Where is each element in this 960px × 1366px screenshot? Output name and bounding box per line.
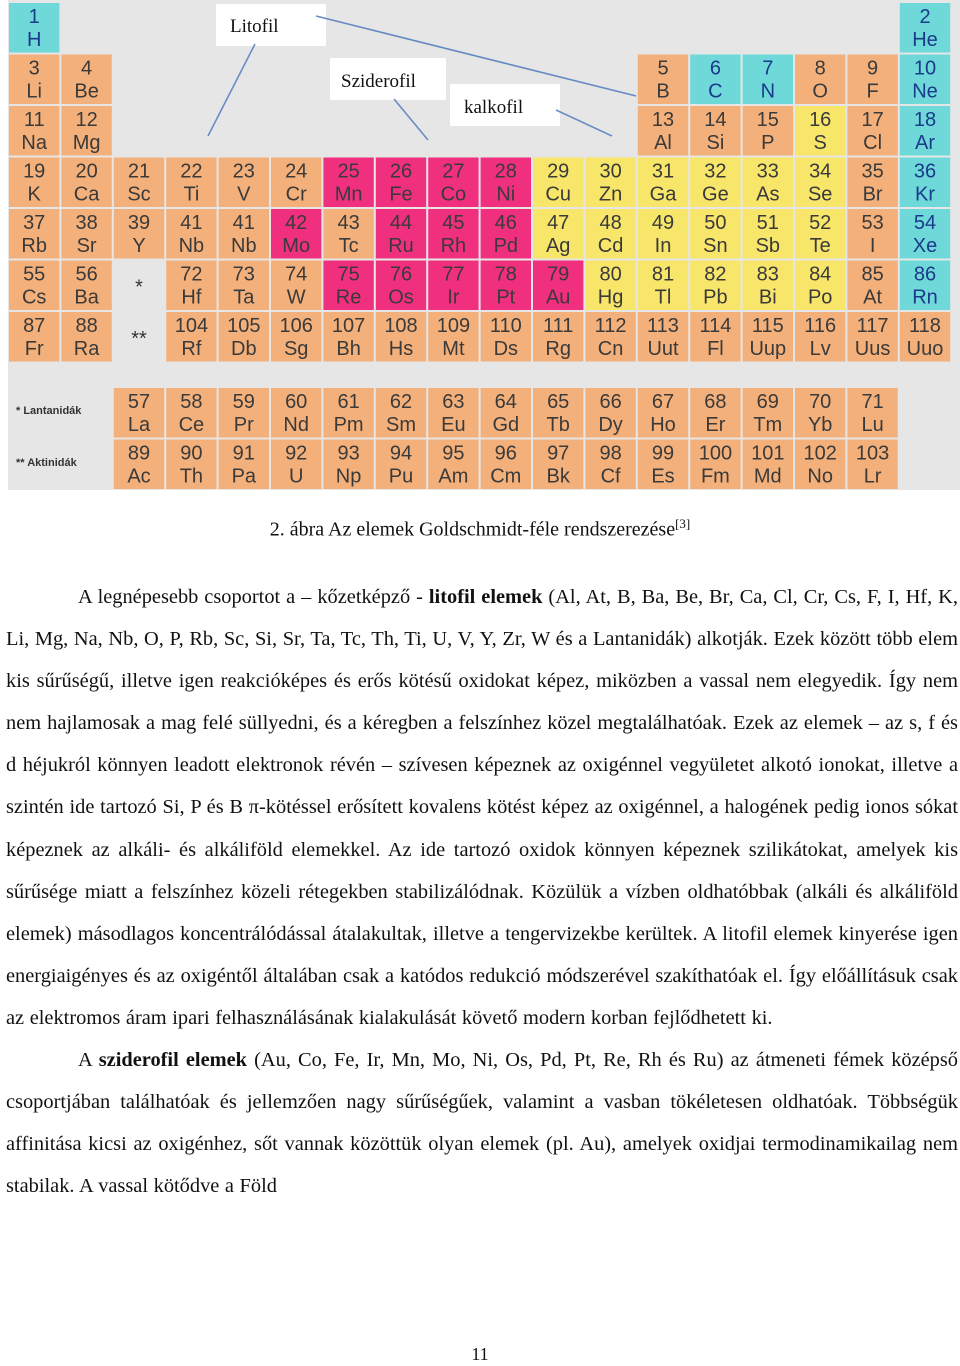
element-symbol: Na (21, 132, 47, 154)
element-symbol: Bk (546, 465, 570, 488)
element-number: 37 (23, 212, 46, 234)
element-number: 107 (331, 315, 366, 337)
element-number: 98 (599, 442, 622, 465)
element-number: 104 (174, 315, 209, 337)
element-number: 99 (651, 442, 675, 465)
element-symbol: Ti (183, 183, 200, 206)
element-symbol: Ce (178, 414, 205, 436)
element-number: 87 (23, 315, 46, 337)
element-number: 12 (75, 109, 98, 131)
element-number: 46 (494, 212, 517, 234)
element-number: 18 (913, 109, 937, 131)
element-symbol: Se (807, 183, 833, 206)
element-number: 51 (756, 212, 779, 234)
element-symbol: Pt (496, 286, 516, 309)
element-symbol: Yb (807, 414, 833, 436)
element-symbol: As (756, 183, 780, 206)
element-number: 86 (913, 263, 937, 286)
element-number: 10 (913, 57, 937, 80)
element-symbol: Au (545, 286, 571, 309)
element-number: 28 (494, 160, 517, 183)
element-symbol: Be (74, 80, 99, 103)
element-number: 19 (23, 160, 46, 183)
element-symbol: K (27, 183, 41, 206)
paragraph-sziderofil: A sziderofil elemek (Au, Co, Fe, Ir, Mn, Mo, Ni, Os, Pd, Pt, Re, Rh és Ru) az átmeneti fémek középső csoportjában találhatóak és jellemzően nagy sűrűségűek, valamint a vasban tökéletesen oldhatóak. Többségük affinitása kicsi az oxigénhez, sőt vannak közöttük olyan elemek (pl. Au), amelyek oxidjai termodinamikailag nem stabilak. A vassal kötődve a Föld (6, 1049, 959, 1198)
element-number: 17 (861, 109, 884, 131)
element-symbol: Bh (336, 338, 361, 360)
element-number: 15 (756, 109, 779, 131)
element-symbol: Cd (597, 235, 624, 257)
element-number: 49 (651, 212, 675, 234)
element-number: 41 (232, 212, 255, 234)
element-number: 65 (547, 391, 570, 413)
element-symbol: Ta (233, 286, 255, 309)
element-number: 52 (809, 212, 832, 234)
element-number: 38 (75, 212, 98, 234)
element-number: 21 (127, 160, 151, 183)
element-symbol: V (237, 183, 251, 206)
element-symbol: Hs (388, 338, 414, 360)
element-symbol: Sr (76, 235, 97, 257)
element-number: 80 (599, 263, 622, 286)
element-number: 111 (542, 315, 574, 337)
element-number: 69 (756, 391, 779, 413)
element-symbol: Pm (333, 414, 364, 436)
element-symbol: Xe (912, 235, 938, 257)
element-symbol: Mn (334, 183, 363, 206)
element-symbol: La (127, 414, 151, 436)
element-symbol: Ho (650, 414, 676, 436)
element-symbol: O (812, 80, 828, 103)
element-number: 106 (279, 315, 313, 337)
element-symbol: Es (651, 465, 675, 488)
element-number: 63 (442, 391, 465, 413)
element-number: 32 (704, 160, 727, 183)
element-number: 72 (180, 263, 203, 286)
element-symbol: Kr (915, 183, 935, 206)
element-symbol: Ge (702, 183, 729, 206)
element-symbol: Tl (654, 286, 672, 309)
element-number: 79 (547, 263, 570, 286)
element-symbol: Sn (703, 235, 728, 257)
element-number: 67 (651, 391, 675, 413)
element-symbol: Ca (73, 183, 100, 206)
element-number: 117 (856, 315, 889, 337)
page-number: 11 (471, 1344, 489, 1364)
element-symbol: Uuo (906, 338, 944, 360)
element-symbol: Mt (442, 338, 465, 360)
element-number: 47 (547, 212, 570, 234)
element-symbol: Fl (707, 338, 724, 360)
element-number: 22 (180, 160, 203, 183)
element-number: 85 (861, 263, 884, 286)
element-symbol: Rn (912, 286, 938, 309)
element-number: 55 (23, 263, 46, 286)
element-symbol: S (813, 132, 827, 154)
element-symbol: Cm (490, 465, 522, 488)
element-symbol: Er (705, 414, 726, 436)
element-number: 8 (814, 57, 826, 80)
element-number: 75 (337, 263, 360, 286)
element-number: 102 (803, 442, 837, 465)
element-number: 5 (657, 57, 669, 80)
body-text (6, 576, 958, 1207)
element-symbol: Ni (496, 183, 516, 206)
element-number: 44 (389, 212, 413, 234)
element-symbol: Lu (861, 414, 884, 436)
element-number: 90 (180, 442, 203, 465)
element-symbol: Sg (283, 338, 309, 360)
element-symbol: Ac (127, 465, 151, 488)
element-number: 41 (180, 212, 203, 234)
element-number: 20 (75, 160, 98, 183)
element-number: 66 (599, 391, 622, 413)
element-number: 43 (337, 212, 360, 234)
element-number: 58 (180, 391, 203, 413)
element-symbol: Nb (231, 235, 257, 257)
element-symbol: Sb (755, 235, 781, 257)
element-number: 83 (756, 263, 779, 286)
element-symbol: Fm (700, 465, 730, 488)
element-symbol: Ir (447, 286, 460, 309)
element-symbol: Fr (24, 338, 44, 360)
element-symbol: Db (231, 338, 257, 360)
element-number: 109 (436, 315, 471, 337)
element-symbol: F (866, 80, 879, 103)
element-symbol: Re (335, 286, 362, 309)
element-number: 2 (919, 6, 931, 28)
element-symbol: Os (388, 286, 414, 309)
element-symbol: Lv (809, 338, 831, 360)
element-number: 103 (855, 442, 890, 465)
element-symbol: Pa (231, 465, 257, 488)
element-symbol: Bi (758, 286, 777, 309)
element-number: 100 (698, 442, 733, 465)
element-symbol: Dy (598, 414, 623, 436)
legend-lanthanides: * Lantanidák (16, 405, 82, 417)
element-number: 78 (494, 263, 517, 286)
element-number: 11 (23, 109, 45, 131)
element-number: 91 (232, 442, 255, 465)
element-symbol: Uup (749, 338, 787, 360)
element-number: 48 (599, 212, 622, 234)
element-number: 108 (384, 315, 418, 337)
element-number: 115 (751, 315, 784, 337)
element-symbol: No (807, 465, 833, 488)
element-number: 82 (704, 263, 727, 286)
element-symbol: Br (862, 183, 883, 206)
element-symbol: Cr (285, 183, 307, 206)
figure-caption (0, 510, 960, 544)
element-number: 71 (861, 391, 884, 413)
paragraph-litofil: A legnépesebb csoportot a – kőzetképző - litofil elemek (Al, At, B, Ba, Be, Br, Ca, Cl, Cr, Cs, F, I, Hf, K, Li, Mg, Na, Nb, O, P, Rb, Sc, Si, Sr, Ta, Tc, Th, Ti, U, V, Y, Zr, W és a Lantanidák) alkotják. Ezek között több elem kis sűrűségű, illetve igen reakcióképes és erős kötésű oxidokat képez, miközben a vassal nem elegyedik. Így nem nem hajlamosak a mag felé süllyedni, és a kéregben a felszínhez közel megtalálhatóak. Ezek az elemek – az s, f és d héjukról könnyen leadott elektronok révén – szívesen képeznek az oxigénnel vegyületet alkotó ionokat, illetve a szintén ide tartozó Si, P és B π-kötéssel erősített kovalens kötést képez az oxigénnel, a halogének pedig ionos sókat képeznek az alkáli- és alkáliföld elemekkel. Az ide tartozó oxidok könnyen képeznek szilikátokat, amelyek kis sűrűsége miatt a felszínhez közeli rétegekben stabilizálódnak. Közülük a vízben oldhatóbbak (alkáli és alkáliföld elemek) másodlagos koncentrálódással átalakultak, illetve a tengervizekbe kerültek. A litofil elemek kinyerése igen energiaigényes és az oxigéntől általában csak a katódos redukció módszerével szakíthatóak el. Így előállításuk csak az elektromos áram ipari felhasználásának kialakulását követő modern korban fejlődhetett ki. (6, 586, 958, 1029)
element-symbol: Li (26, 80, 42, 103)
element-symbol: Ar (915, 132, 935, 154)
element-symbol: He (912, 29, 938, 51)
element-number: 31 (651, 160, 675, 183)
element-number: 23 (232, 160, 255, 183)
element-symbol: H (26, 29, 42, 51)
element-number: 97 (547, 442, 570, 465)
element-symbol: Am (438, 465, 469, 488)
element-symbol: Eu (441, 414, 466, 436)
element-symbol: Ba (74, 286, 99, 309)
element-number: 33 (756, 160, 779, 183)
element-symbol: P (761, 132, 775, 154)
element-number: 70 (809, 391, 832, 413)
element-symbol: Ga (649, 183, 677, 206)
element-symbol: Nd (283, 414, 309, 436)
element-number: 74 (285, 263, 308, 286)
element-symbol: B (656, 80, 670, 103)
element-number: 50 (704, 212, 727, 234)
element-symbol: Cs (21, 286, 47, 309)
element-number: 56 (75, 263, 98, 286)
element-number: 62 (389, 391, 413, 413)
element-symbol: Mg (72, 132, 101, 154)
term-sziderofil: sziderofil elemek (98, 1049, 248, 1072)
callout-sziderofil: Sziderofil (341, 71, 416, 92)
element-symbol: Ra (73, 338, 100, 360)
element-symbol: Gd (492, 414, 520, 436)
element-number: 114 (699, 315, 732, 337)
element-symbol: Rh (440, 235, 467, 257)
element-symbol: U (288, 465, 304, 488)
callout-litofil: Litofil (230, 16, 279, 37)
element-number: 42 (285, 212, 308, 234)
element-number: 92 (285, 442, 308, 465)
element-symbol: Mo (282, 235, 311, 257)
element-symbol: Sc (127, 183, 151, 206)
element-number: 93 (337, 442, 360, 465)
element-number: 29 (547, 160, 570, 183)
element-number: 39 (127, 212, 151, 234)
element-number: 36 (913, 160, 937, 183)
element-number: 6 (709, 57, 721, 80)
element-number: 105 (227, 315, 261, 337)
element-number: 54 (913, 212, 937, 234)
element-number: 14 (704, 109, 727, 131)
element-symbol: Co (440, 183, 467, 206)
element-symbol: Pb (703, 286, 728, 309)
element-symbol: Si (706, 132, 725, 154)
element-symbol: Ag (545, 235, 571, 257)
element-symbol: Ru (388, 235, 414, 257)
element-symbol: Lr (863, 465, 882, 488)
element-number: 81 (651, 263, 675, 286)
element-number: 16 (809, 109, 832, 131)
element-symbol: Ne (912, 80, 938, 103)
element-symbol: Cf (600, 465, 621, 488)
element-symbol: Uus (854, 338, 891, 360)
element-number: 35 (861, 160, 884, 183)
element-number: 26 (389, 160, 413, 183)
element-number: 1 (28, 6, 40, 28)
element-number: 3 (28, 57, 40, 80)
element-symbol: N (760, 80, 776, 103)
element-symbol: Y (132, 235, 146, 257)
element-number: 96 (494, 442, 517, 465)
element-symbol: Pr (233, 414, 254, 436)
element-number: 45 (442, 212, 465, 234)
element-number: 53 (861, 212, 884, 234)
element-symbol: Th (179, 465, 204, 488)
element-number: 57 (127, 391, 151, 413)
element-number: 61 (337, 391, 360, 413)
element-number: 68 (704, 391, 727, 413)
element-symbol: In (654, 235, 672, 257)
element-number: 60 (285, 391, 308, 413)
element-symbol: W (286, 286, 306, 309)
element-number: 112 (594, 315, 627, 337)
element-symbol: Rb (21, 235, 47, 257)
element-symbol: Pd (493, 235, 519, 257)
element-number: 95 (442, 442, 465, 465)
element-symbol: Cl (863, 132, 883, 154)
periodic-table (8, 0, 960, 490)
element-number: 7 (762, 57, 774, 80)
element-number: 34 (809, 160, 832, 183)
goldschmidt-figure (8, 0, 960, 490)
element-symbol: Np (335, 465, 362, 488)
element-symbol: Hf (181, 286, 202, 309)
element-symbol: Al (654, 132, 672, 154)
element-number: 64 (494, 391, 517, 413)
element-symbol: Zn (598, 183, 623, 206)
element-number: 25 (337, 160, 360, 183)
element-number: 4 (81, 57, 93, 80)
element-number: 118 (909, 315, 941, 337)
element-symbol: Tb (546, 414, 570, 436)
element-number: 113 (647, 315, 679, 337)
element-symbol: Sm (386, 414, 416, 436)
element-symbol: Tm (753, 414, 783, 436)
element-symbol: Po (807, 286, 833, 309)
element-number: 27 (442, 160, 465, 183)
element-number: 73 (232, 263, 255, 286)
element-number: 77 (442, 263, 465, 286)
element-symbol: Uut (647, 338, 679, 360)
caption-reference: [3] (675, 516, 691, 531)
element-number: 94 (389, 442, 413, 465)
element-symbol: Ds (493, 338, 519, 360)
term-litofil: litofil elemek (428, 586, 543, 608)
element-number: 13 (651, 109, 675, 131)
element-number: 101 (751, 442, 785, 465)
element-symbol: Cu (545, 183, 571, 206)
element-symbol: C (708, 80, 723, 103)
element-symbol: Fe (389, 183, 413, 206)
element-number: 89 (127, 442, 151, 465)
element-symbol: Cn (597, 338, 624, 360)
element-symbol: Rg (545, 338, 571, 360)
element-number: 59 (232, 391, 255, 413)
element-number: 30 (599, 160, 622, 183)
element-number: 116 (804, 315, 837, 337)
element-symbol: Pu (388, 465, 414, 488)
element-symbol: Tc (338, 235, 359, 257)
element-number: 76 (389, 263, 413, 286)
element-number: 9 (867, 57, 879, 80)
caption-text: 2. ábra Az elemek Goldschmidt-féle rendszerezése (269, 518, 676, 541)
element-symbol: At (863, 286, 883, 309)
element-symbol: Md (753, 465, 782, 488)
element-number: 88 (75, 315, 98, 337)
element-symbol: I (869, 235, 876, 257)
series-marker: ** (131, 327, 147, 350)
element-number: 24 (285, 160, 308, 183)
legend-actinides: ** Aktinidák (16, 457, 77, 469)
callout-kalkofil: kalkofil (464, 97, 524, 118)
element-symbol: Rf (181, 338, 202, 360)
element-number: 84 (809, 263, 832, 286)
element-symbol: Nb (178, 235, 205, 257)
series-marker: * (135, 276, 143, 299)
element-symbol: Te (809, 235, 831, 257)
element-symbol: Hg (597, 286, 624, 309)
element-number: 110 (489, 315, 522, 337)
